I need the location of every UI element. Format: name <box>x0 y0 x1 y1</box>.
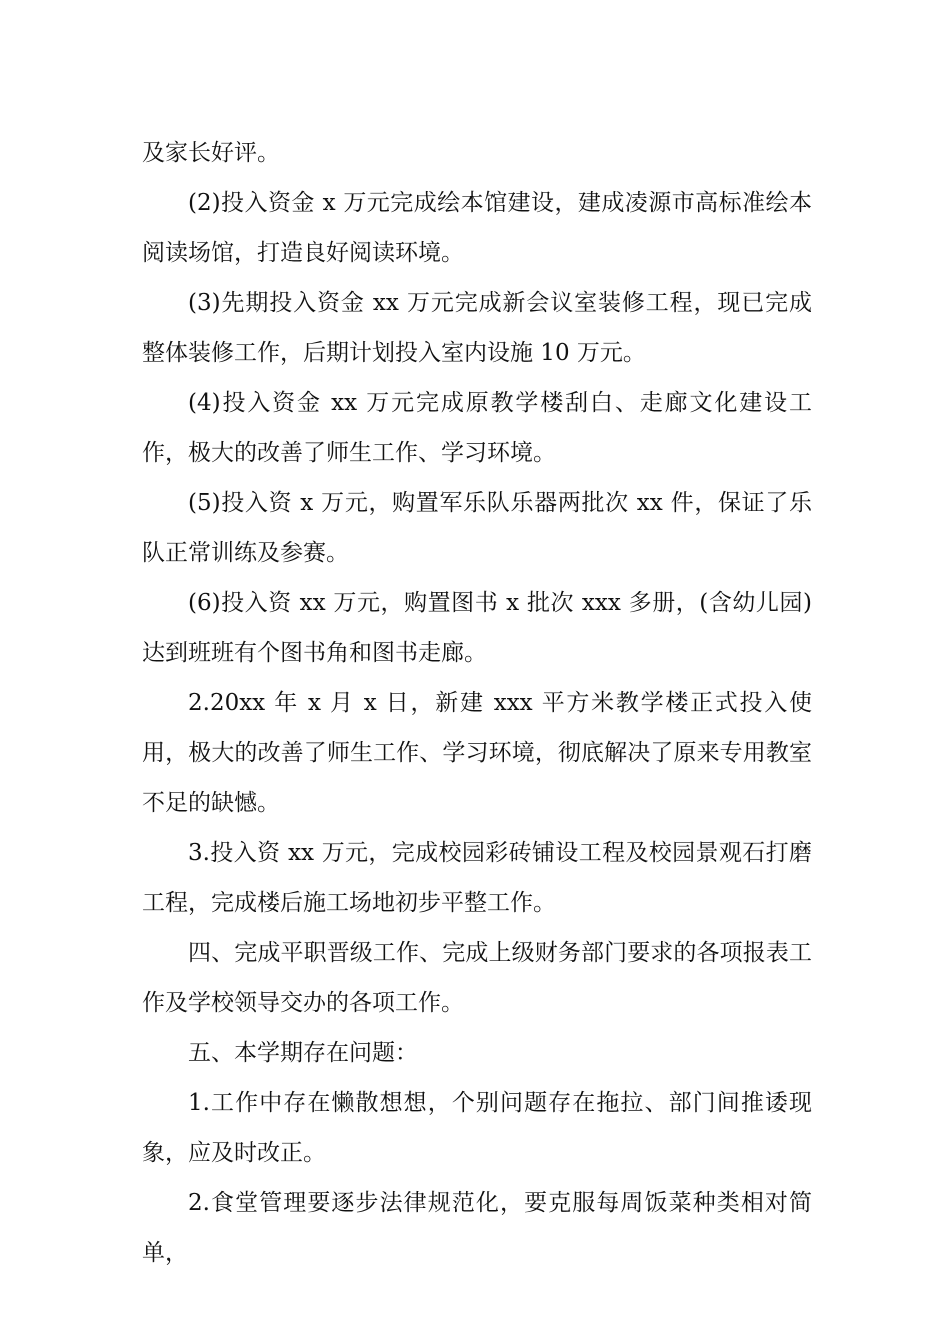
paragraph-5: (5)投入资 x 万元，购置军乐队乐器两批次 xx 件，保证了乐队正常训练及参赛。 <box>142 490 812 566</box>
paragraph-1: 及家长好评。 <box>142 140 280 166</box>
paragraph-9: 四、完成平职晋级工作、完成上级财务部门要求的各项报表工作及学校领导交办的各项工作。 <box>142 940 812 1016</box>
document-body <box>142 128 812 1278</box>
paragraph-4: (4)投入资金 xx 万元完成原教学楼刮白、走廊文化建设工作，极大的改善了师生工作、学习环境。 <box>142 390 812 466</box>
paragraph-10: 五、本学期存在问题： <box>188 1040 418 1066</box>
paragraph-7: 2.20xx 年 x 月 x 日，新建 xxx 平方米教学楼正式投入使用，极大的改善了师生工作、学习环境，彻底解决了原来专用教室不足的缺憾。 <box>142 690 812 816</box>
paragraph-11: 1.工作中存在懒散想想，个别问题存在拖拉、部门间推诿现象，应及时改正。 <box>142 1090 812 1166</box>
paragraph-3: (3)先期投入资金 xx 万元完成新会议室装修工程，现已完成整体装修工作，后期计划投入室内设施 10 万元。 <box>142 290 812 366</box>
paragraph-6: (6)投入资 xx 万元，购置图书 x 批次 xxx 多册，(含幼儿园)达到班班有个图书角和图书走廊。 <box>142 590 812 666</box>
paragraph-2: (2)投入资金 x 万元完成绘本馆建设，建成凌源市高标准绘本阅读场馆，打造良好阅读环境。 <box>142 190 812 266</box>
paragraph-12: 2.食堂管理要逐步法律规范化，要克服每周饭菜种类相对简单， <box>142 1190 812 1266</box>
paragraph-8: 3.投入资 xx 万元，完成校园彩砖铺设工程及校园景观石打磨工程，完成楼后施工场地初步平整工作。 <box>142 840 812 916</box>
